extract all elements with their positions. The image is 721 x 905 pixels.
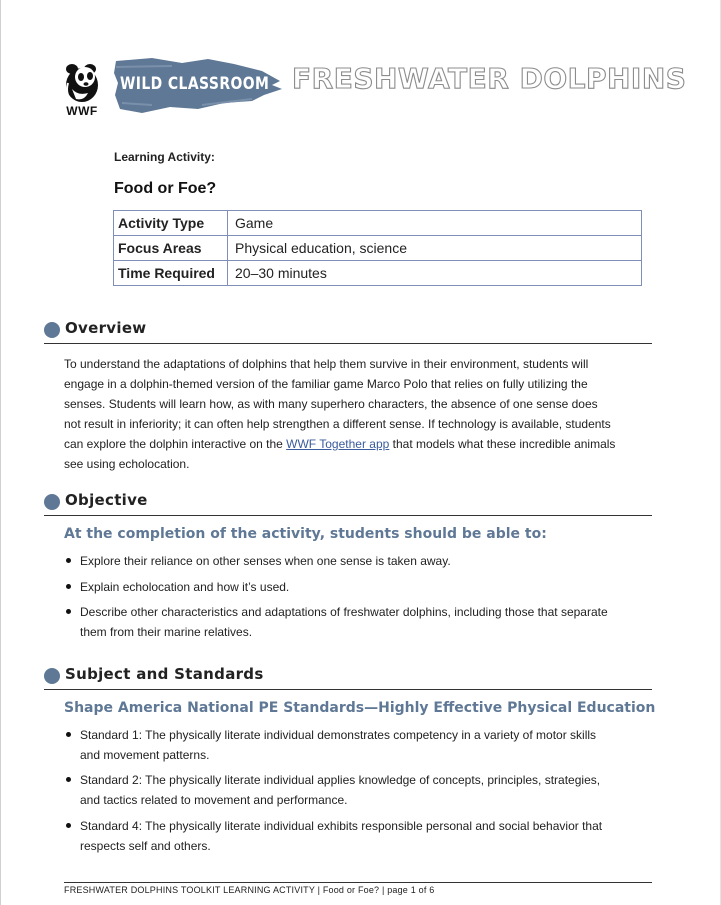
table-value: Physical education, science (228, 236, 642, 261)
bullet-icon (66, 558, 71, 563)
objective-section-header (44, 489, 652, 516)
section-title: Overview (65, 319, 147, 337)
list-item-text: and tactics related to movement and performance. (80, 793, 348, 807)
paragraph-line (64, 434, 644, 454)
bullet-icon (66, 823, 71, 828)
list-item-text: respects self and others. (80, 839, 211, 853)
page-title: FRESHWATER DOLPHINS (292, 62, 687, 95)
list-item-text: them from their marine relatives. (80, 625, 253, 639)
section-bullet-icon (44, 668, 60, 684)
paragraph-line: see using echolocation. (64, 457, 190, 471)
section-title: Subject and Standards (65, 665, 264, 683)
table-row (114, 261, 642, 286)
table-value: 20–30 minutes (228, 261, 642, 286)
paragraph-line: not result in inferiority; it can often help strengthen a different sense. If technology is available, students (64, 417, 611, 431)
panda-icon (62, 63, 102, 103)
banner-text: WILD CLASSROOM (120, 74, 270, 94)
paragraph-line: To understand the adaptations of dolphins that help them survive in their environment, students will (64, 357, 589, 371)
activity-table (113, 210, 642, 286)
paragraph-line: engage in a dolphin-themed version of the familiar game Marco Polo that relies on fully utilizing the (64, 377, 588, 391)
bullet-icon (66, 732, 71, 737)
overview-section-header (44, 317, 652, 344)
list-item-text: Explain echolocation and how it’s used. (80, 580, 290, 594)
paragraph-line: senses. Students will learn how, as with many superhero characters, the absence of one sense does (64, 397, 598, 411)
activity-label: Learning Activity: (114, 150, 215, 164)
section-bullet-icon (44, 322, 60, 338)
section-bullet-icon (44, 494, 60, 510)
list-item-text: Describe other characteristics and adaptations of freshwater dolphins, including those that separate (80, 605, 608, 619)
standards-section-header (44, 663, 652, 690)
list-item-text: Explore their reliance on other senses when one sense is taken away. (80, 554, 451, 568)
wwf-together-app-link[interactable]: WWF Together app (286, 437, 390, 451)
standards-subheading: Shape America National PE Standards—Highly Effective Physical Education (64, 700, 656, 716)
page-footer: FRESHWATER DOLPHINS TOOLKIT LEARNING ACTIVITY | Food or Foe? | page 1 of 6 (64, 885, 435, 895)
table-value: Game (228, 211, 642, 236)
paragraph-text: can explore the dolphin interactive on the (64, 437, 287, 451)
section-title: Objective (65, 491, 148, 509)
table-key: Focus Areas (114, 236, 228, 261)
table-row (114, 211, 642, 236)
wild-classroom-banner (112, 55, 284, 117)
list-item-text: and movement patterns. (80, 748, 210, 762)
list-item-text: Standard 2: The physically literate individual applies knowledge of concepts, principles, strategies, (80, 773, 601, 787)
bullet-icon (66, 609, 71, 614)
list-item-text: Standard 1: The physically literate individual demonstrates competency in a variety of motor skills (80, 728, 597, 742)
bullet-icon (66, 777, 71, 782)
table-key: Time Required (114, 261, 228, 286)
wwf-panda-logo (62, 63, 102, 121)
objective-subheading: At the completion of the activity, students should be able to: (64, 526, 547, 542)
logo-text: WWF (66, 104, 98, 118)
activity-title: Food or Foe? (114, 180, 217, 197)
overview-paragraph (64, 354, 644, 474)
list-item-text: Standard 4: The physically literate individual exhibits responsible personal and social behavior that (80, 819, 603, 833)
footer-divider (64, 882, 652, 883)
table-row (114, 236, 642, 261)
bullet-icon (66, 584, 71, 589)
table-key: Activity Type (114, 211, 228, 236)
paragraph-text: that models what these incredible animals (389, 437, 616, 451)
page-edge (0, 0, 1, 905)
